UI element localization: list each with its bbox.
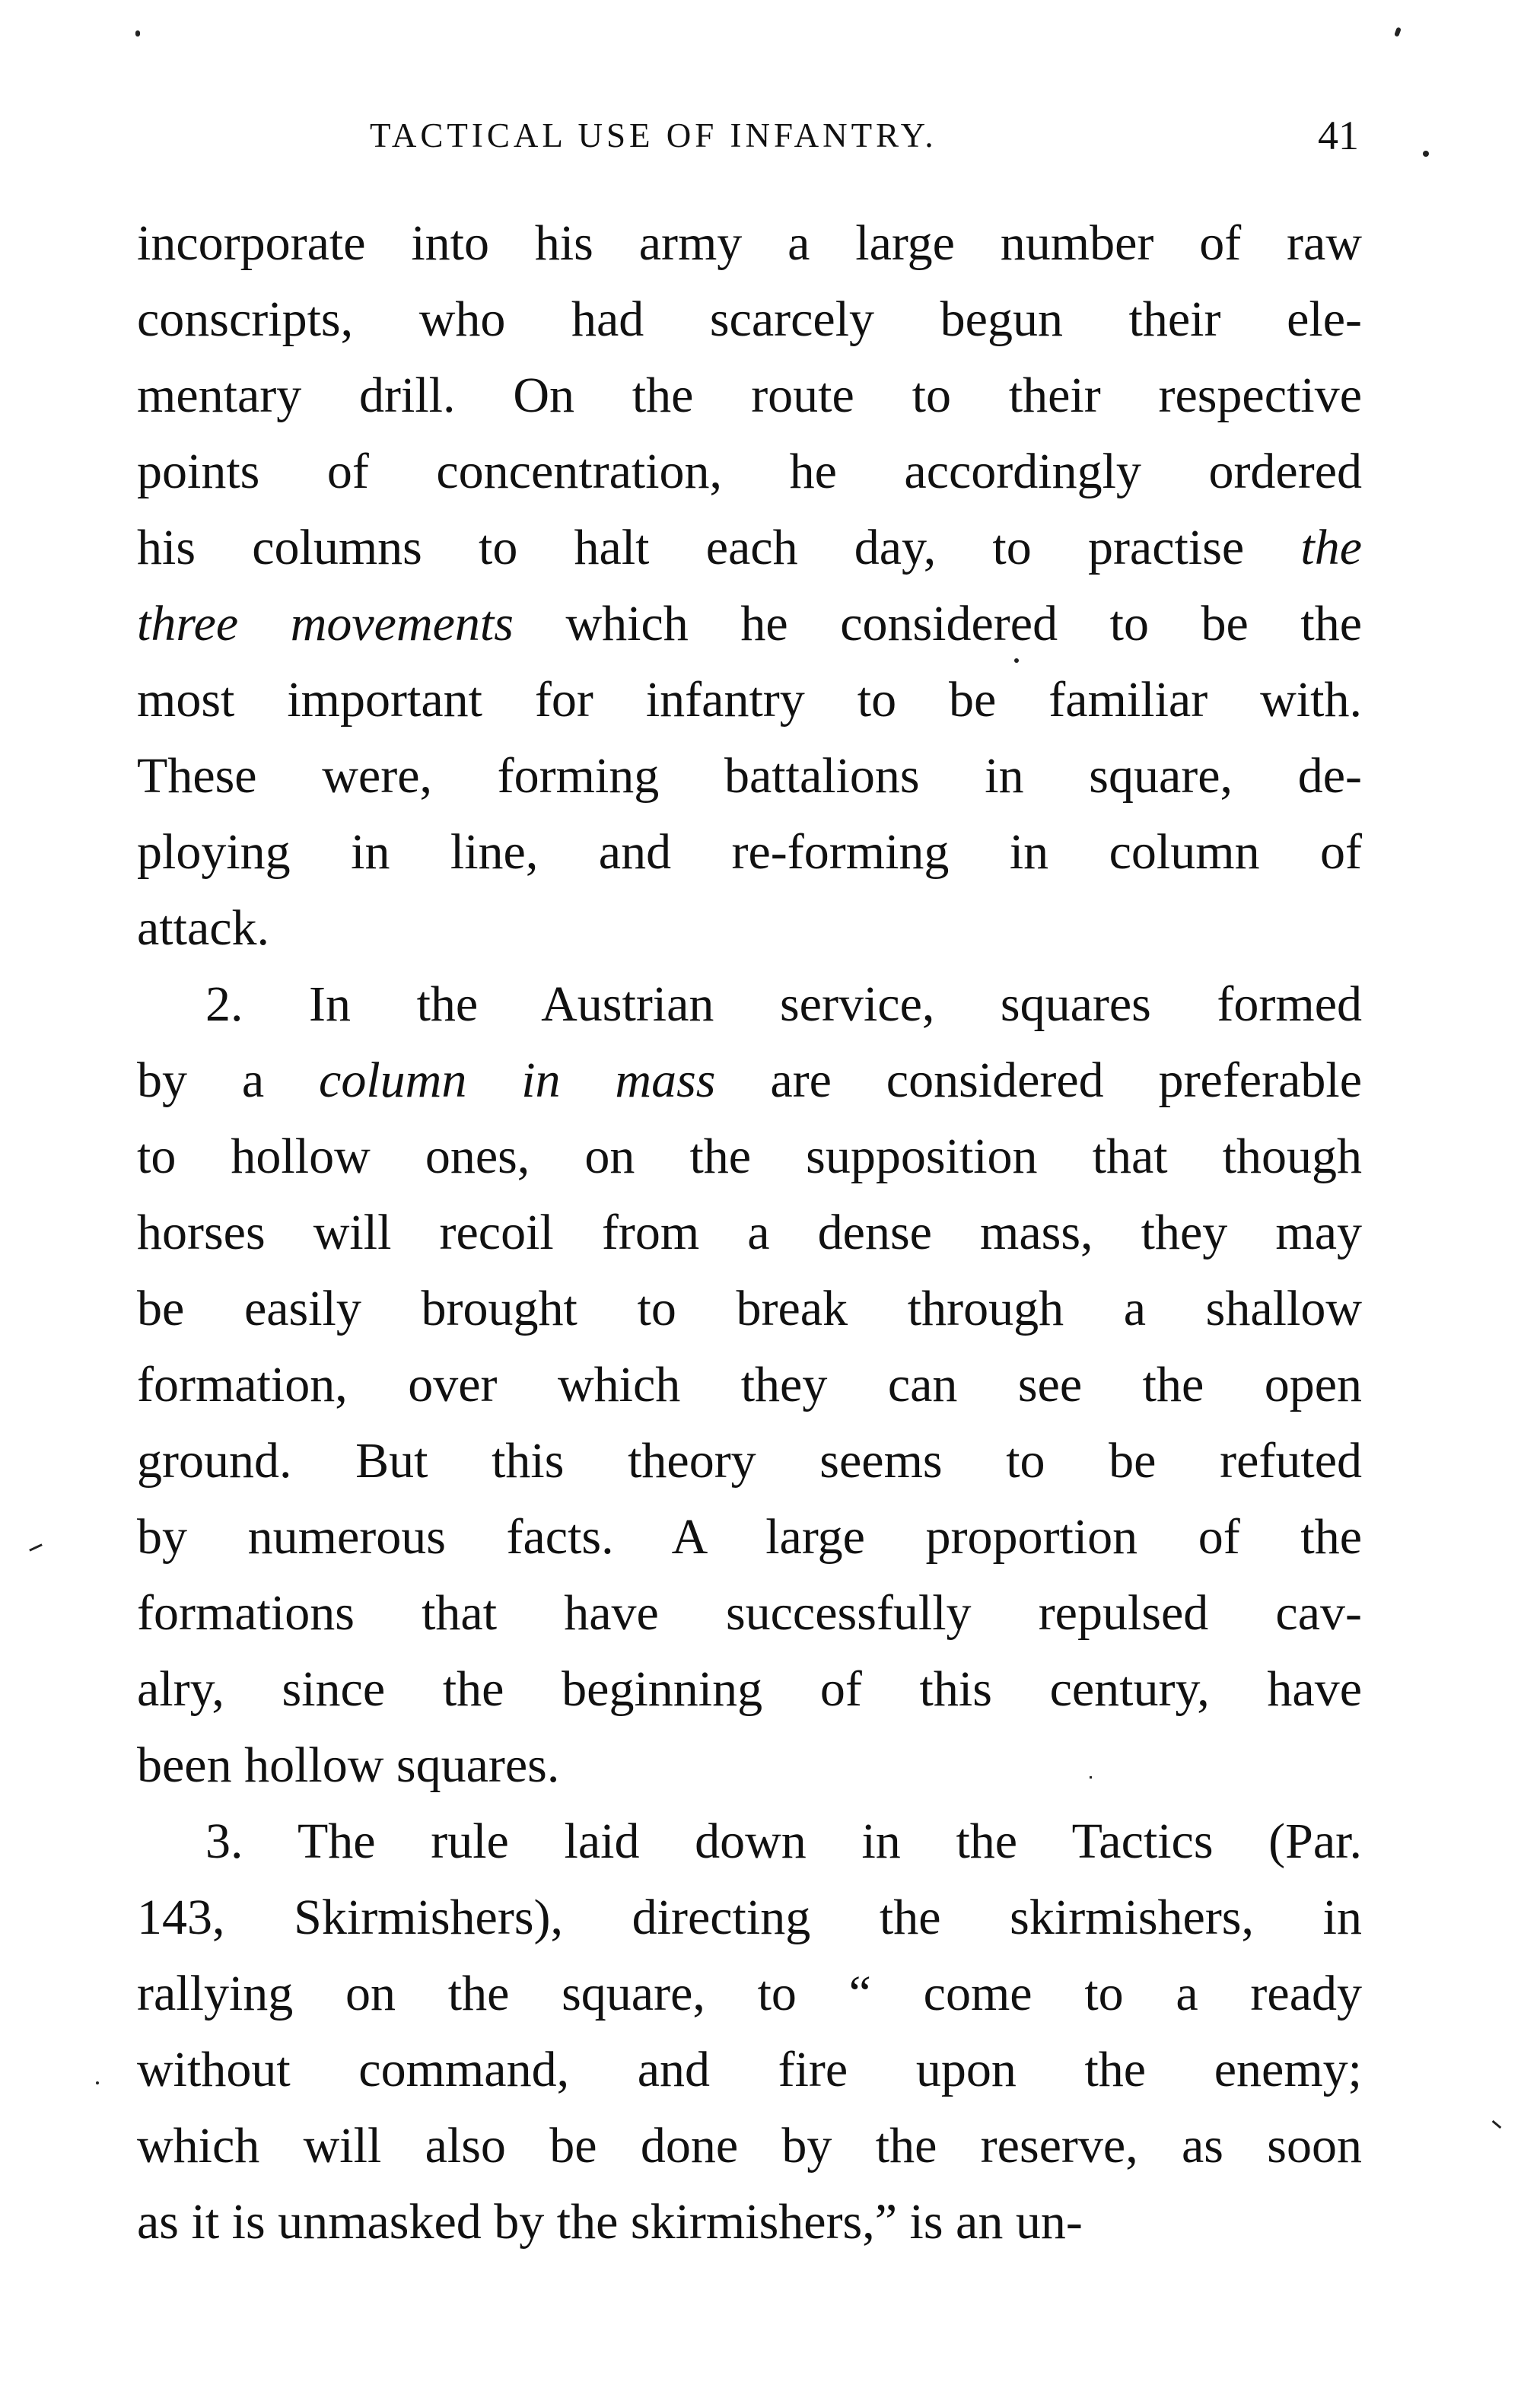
text-line xyxy=(137,2184,1362,2260)
italic-text-run: three movements xyxy=(137,596,514,651)
text-line xyxy=(137,738,1362,814)
text-line xyxy=(137,662,1362,738)
text-line xyxy=(137,1347,1362,1423)
paragraph xyxy=(137,205,1362,967)
paragraph xyxy=(137,1804,1362,2260)
page-number: 41 xyxy=(1318,113,1359,158)
scan-speck xyxy=(135,30,140,37)
text-line xyxy=(137,890,1362,967)
text-line xyxy=(137,1651,1362,1728)
text-run: alry, since the beginning of this century, have xyxy=(137,1661,1362,1717)
text-run: to hollow ones, on the supposition that though xyxy=(137,1129,1362,1184)
text-line xyxy=(137,1271,1362,1347)
text-line xyxy=(137,282,1362,358)
text-run: These were, forming battalions in square, de- xyxy=(137,748,1362,804)
text-run: by a xyxy=(137,1053,320,1108)
text-line xyxy=(137,205,1362,282)
text-run: horses will recoil from a dense mass, they may xyxy=(137,1205,1362,1260)
text-line xyxy=(137,1804,1362,1880)
text-run: be easily brought to break through a shallow xyxy=(137,1281,1362,1336)
running-head xyxy=(137,105,1362,166)
text-run: 2. In the Austrian service, squares formed xyxy=(205,976,1362,1032)
text-run: as it is unmasked by the skirmishers,” is an un- xyxy=(137,2194,1083,2250)
text-line xyxy=(137,1880,1362,1956)
text-line xyxy=(137,434,1362,510)
text-run: 3. The rule laid down in the Tactics (Par. xyxy=(205,1814,1362,1869)
text-run: without command, and fire upon the enemy; xyxy=(137,2042,1362,2097)
text-run: ploying in line, and re-forming in column of xyxy=(137,824,1362,880)
scan-speck xyxy=(1492,2120,1502,2129)
text-run: incorporate into his army a large number of raw xyxy=(137,215,1362,271)
text-run: most important for infantry to be familiar with. xyxy=(137,672,1362,728)
text-line xyxy=(137,1575,1362,1651)
text-line xyxy=(137,1956,1362,2032)
text-line xyxy=(137,1423,1362,1499)
text-run: conscripts, who had scarcely begun their ele- xyxy=(137,291,1362,347)
text-run: by numerous facts. A large proportion of the xyxy=(137,1509,1362,1565)
text-line xyxy=(137,510,1362,586)
scan-speck xyxy=(1394,27,1402,37)
text-run: rallying on the square, to “ come to a ready xyxy=(137,1966,1362,2021)
body-text xyxy=(137,205,1362,2260)
text-line xyxy=(137,358,1362,434)
text-run: which will also be done by the reserve, as soon xyxy=(137,2118,1362,2173)
scan-speck xyxy=(96,2081,99,2084)
italic-text-run: the xyxy=(1300,520,1362,575)
scan-speck xyxy=(1090,1776,1092,1779)
scan-speck xyxy=(29,1543,43,1551)
text-run: are considered preferable xyxy=(715,1053,1362,1108)
text-run: formation, over which they can see the open xyxy=(137,1357,1362,1412)
running-title: TACTICAL USE OF INFANTRY. xyxy=(370,116,937,154)
text-run: attack. xyxy=(137,900,270,956)
text-run: his columns to halt each day, to practise xyxy=(137,520,1301,575)
text-run: points of concentration, he accordingly ordered xyxy=(137,444,1362,499)
text-line xyxy=(137,586,1362,662)
scan-speck xyxy=(1423,151,1429,157)
paragraph xyxy=(137,967,1362,1804)
text-line xyxy=(137,1728,1362,1804)
text-line xyxy=(137,967,1362,1043)
text-line xyxy=(137,1195,1362,1271)
text-line xyxy=(137,814,1362,890)
text-run: been hollow squares. xyxy=(137,1737,560,1793)
text-run: mentary drill. On the route to their respective xyxy=(137,368,1362,423)
text-line xyxy=(137,1043,1362,1119)
text-run: ground. But this theory seems to be refuted xyxy=(137,1433,1362,1489)
text-line xyxy=(137,2108,1362,2184)
italic-text-run: column in mass xyxy=(319,1053,716,1108)
text-line xyxy=(137,1119,1362,1195)
text-line xyxy=(137,1499,1362,1575)
text-run: which he considered to be the xyxy=(513,596,1363,651)
text-run: formations that have successfully repulsed cav- xyxy=(137,1585,1362,1641)
scan-speck xyxy=(1014,658,1019,663)
text-line xyxy=(137,2032,1362,2108)
text-run: 143, Skirmishers), directing the skirmishers, in xyxy=(137,1890,1362,1945)
